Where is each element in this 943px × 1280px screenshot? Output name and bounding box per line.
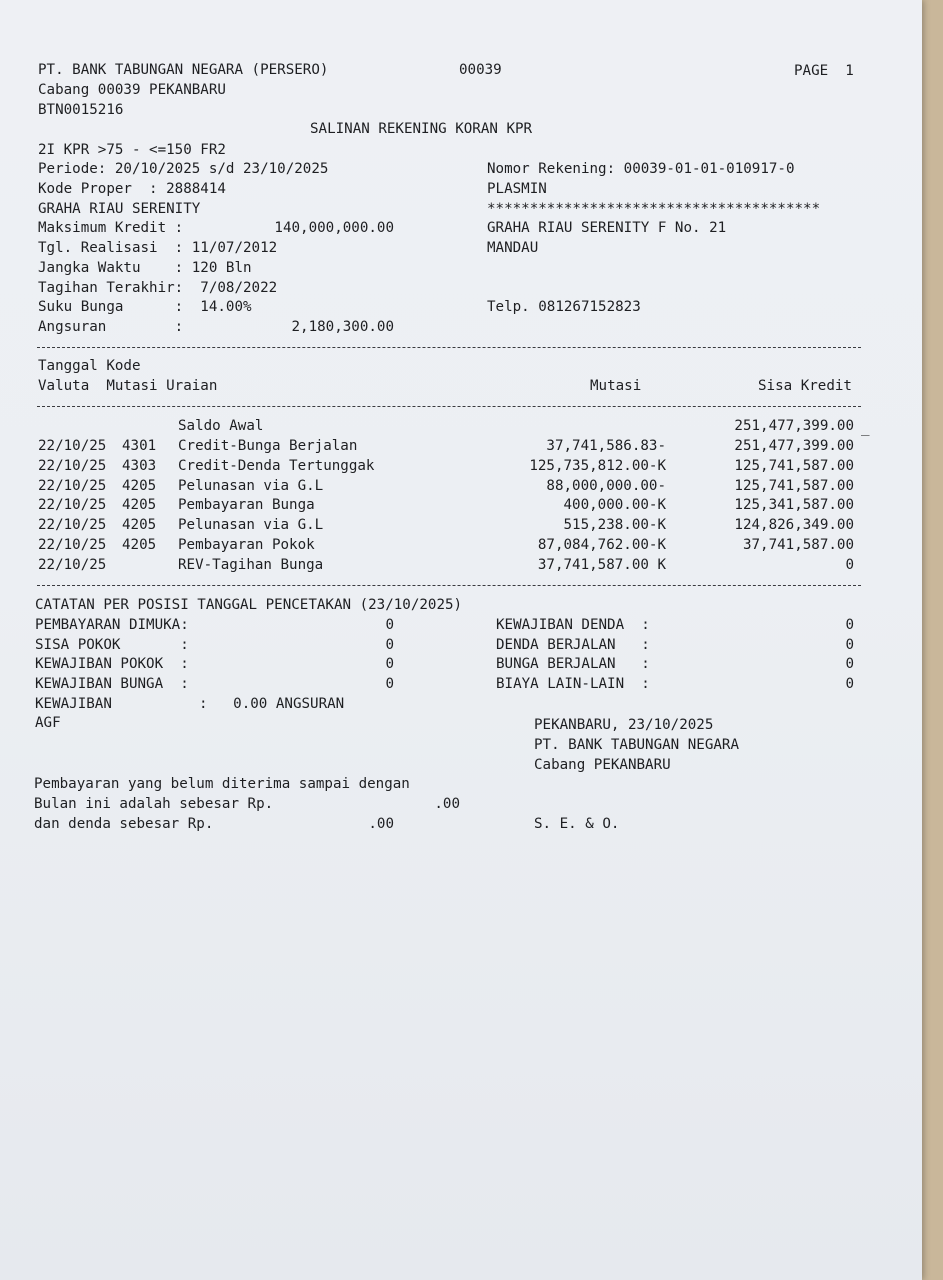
table-row	[0, 437, 922, 457]
footer-line3: dan denda sebesar Rp.	[34, 816, 214, 832]
catatan-right-value: 0	[845, 656, 854, 672]
table-row	[0, 556, 922, 576]
catatan-right-value: 0	[845, 637, 854, 653]
bank-name: PT. BANK TABUNGAN NEGARA (PERSERO)	[38, 62, 329, 78]
row-mutasi: 37,741,587.00 K	[537, 556, 666, 573]
catatan-right-label: BUNGA BERJALAN :	[496, 656, 650, 672]
table-header-line2: Valuta Mutasi Uraian	[38, 378, 218, 394]
angsuran-value: 2,180,300.00	[291, 319, 394, 335]
maksimum-kredit-label: Maksimum Kredit :	[38, 220, 184, 236]
customer-address: GRAHA RIAU SERENITY F No. 21	[487, 220, 727, 236]
product-code: 2I KPR >75 - <=150 FR2	[38, 142, 226, 158]
row-sisa-kredit: 124,826,349.00	[734, 517, 854, 534]
row-mutasi: 87,084,762.00-K	[537, 537, 666, 553]
row-kode: 4205	[122, 537, 157, 553]
row-sisa-kredit: 125,341,587.00	[734, 497, 854, 514]
saldo-awal-label: Saldo Awal	[178, 418, 264, 434]
project-name: GRAHA RIAU SERENITY	[38, 201, 201, 217]
cursor-mark: _	[861, 420, 870, 436]
catatan-left-value: 0	[385, 637, 394, 653]
row-mutasi: 37,741,586.83-	[546, 438, 666, 454]
row-tanggal: 22/10/25	[38, 438, 107, 454]
kewajiban-label: KEWAJIBAN	[35, 696, 112, 712]
catatan-left-label: KEWAJIBAN BUNGA :	[35, 676, 189, 692]
column-mutasi: Mutasi	[590, 378, 642, 394]
tagihan-terakhir: Tagihan Terakhir: 7/08/2022	[38, 280, 278, 296]
row-mutasi: 515,238.00-K	[563, 517, 666, 534]
divider	[37, 406, 861, 407]
operator-code: AGF	[35, 715, 61, 731]
row-uraian: Pelunasan via G.L	[178, 477, 324, 494]
document-title: SALINAN REKENING KORAN KPR	[310, 121, 533, 137]
row-sisa-kredit: 125,741,587.00	[734, 457, 854, 474]
catatan-right-label: KEWAJIBAN DENDA :	[496, 617, 650, 633]
kode-proper: Kode Proper : 2888414	[38, 181, 226, 197]
maksimum-kredit-value: 140,000,000.00	[274, 220, 394, 236]
row-kode: 4205	[122, 477, 157, 494]
suku-bunga: Suku Bunga : 14.00%	[38, 299, 252, 315]
catatan-right-label: BIAYA LAIN-LAIN :	[496, 676, 650, 692]
row-mutasi: 125,735,812.00-K	[529, 457, 666, 474]
table-row	[0, 457, 922, 477]
customer-phone: Telp. 081267152823	[487, 299, 641, 315]
row-tanggal: 22/10/25	[38, 497, 107, 514]
row-sisa-kredit: 37,741,587.00	[742, 537, 854, 553]
row-kode: 4205	[122, 497, 157, 514]
customer-city: MANDAU	[487, 240, 539, 256]
catatan-left-label: PEMBAYARAN DIMUKA:	[35, 617, 189, 633]
catatan-left-label: KEWAJIBAN POKOK :	[35, 656, 189, 672]
seo-note: S. E. & O.	[534, 816, 620, 832]
row-sisa-kredit: 125,741,587.00	[734, 477, 854, 494]
periode: Periode: 20/10/2025 s/d 23/10/2025	[38, 161, 329, 177]
row-kode: 4205	[122, 517, 157, 534]
table-row	[0, 477, 922, 497]
row-uraian: Pelunasan via G.L	[178, 517, 324, 534]
column-sisa-kredit: Sisa Kredit	[758, 378, 852, 394]
angsuran-label: Angsuran :	[38, 319, 184, 335]
row-tanggal: 22/10/25	[38, 537, 107, 553]
divider	[37, 347, 861, 348]
row-kode: 4301	[122, 438, 157, 454]
catatan-right-value: 0	[845, 617, 854, 633]
reference-code: BTN0015216	[38, 102, 124, 118]
row-uraian: Credit-Denda Tertunggak	[178, 457, 375, 474]
table-row	[0, 516, 922, 536]
catatan-left-value: 0	[385, 676, 394, 692]
saldo-awal-value: 251,477,399.00	[734, 418, 854, 434]
table-row	[0, 496, 922, 516]
row-tanggal: 22/10/25	[38, 457, 107, 474]
customer-name: PLASMIN	[487, 181, 547, 197]
signature-place-date: PEKANBARU, 23/10/2025	[534, 717, 714, 733]
nomor-rekening: Nomor Rekening: 00039-01-01-010917-0	[487, 161, 795, 177]
jangka-waktu: Jangka Waktu : 120 Bln	[38, 260, 252, 276]
branch-code: 00039	[459, 62, 502, 78]
catatan-left-label: SISA POKOK :	[35, 637, 189, 653]
row-uraian: REV-Tagihan Bunga	[178, 556, 324, 573]
row-tanggal: 22/10/25	[38, 556, 107, 573]
row-tanggal: 22/10/25	[38, 517, 107, 534]
catatan-right-label: DENDA BERJALAN :	[496, 637, 650, 653]
tgl-realisasi: Tgl. Realisasi : 11/07/2012	[38, 240, 278, 256]
row-mutasi: 88,000,000.00-	[546, 477, 666, 494]
row-uraian: Credit-Bunga Berjalan	[178, 438, 358, 454]
table-row	[0, 536, 922, 556]
row-sisa-kredit: 251,477,399.00	[734, 438, 854, 454]
row-mutasi: 400,000.00-K	[563, 497, 666, 514]
asterisk-line: ***************************************	[487, 201, 821, 217]
footer-line2: Bulan ini adalah sebesar Rp.	[34, 796, 274, 812]
row-uraian: Pembayaran Bunga	[178, 497, 315, 514]
signature-branch: Cabang PEKANBARU	[534, 757, 671, 773]
page-number: PAGE 1	[794, 63, 854, 79]
catatan-right-value: 0	[845, 676, 854, 692]
row-uraian: Pembayaran Pokok	[178, 537, 315, 553]
row-tanggal: 22/10/25	[38, 477, 107, 494]
signature-bank: PT. BANK TABUNGAN NEGARA	[534, 737, 739, 753]
catatan-left-value: 0	[385, 617, 394, 633]
footer-line2-value: .00	[434, 796, 460, 812]
row-sisa-kredit: 0	[845, 556, 854, 573]
row-kode: 4303	[122, 457, 157, 474]
footer-line3-value: .00	[368, 816, 394, 832]
catatan-title: CATATAN PER POSISI TANGGAL PENCETAKAN (23/10/2025)	[35, 597, 463, 613]
footer-line1: Pembayaran yang belum diterima sampai dengan	[34, 776, 410, 792]
kewajiban-value: : 0.00 ANGSURAN	[199, 696, 345, 712]
catatan-left-value: 0	[385, 656, 394, 672]
divider	[37, 585, 861, 586]
branch-name: Cabang 00039 PEKANBARU	[38, 82, 226, 98]
table-header-line1: Tanggal Kode	[38, 358, 141, 374]
